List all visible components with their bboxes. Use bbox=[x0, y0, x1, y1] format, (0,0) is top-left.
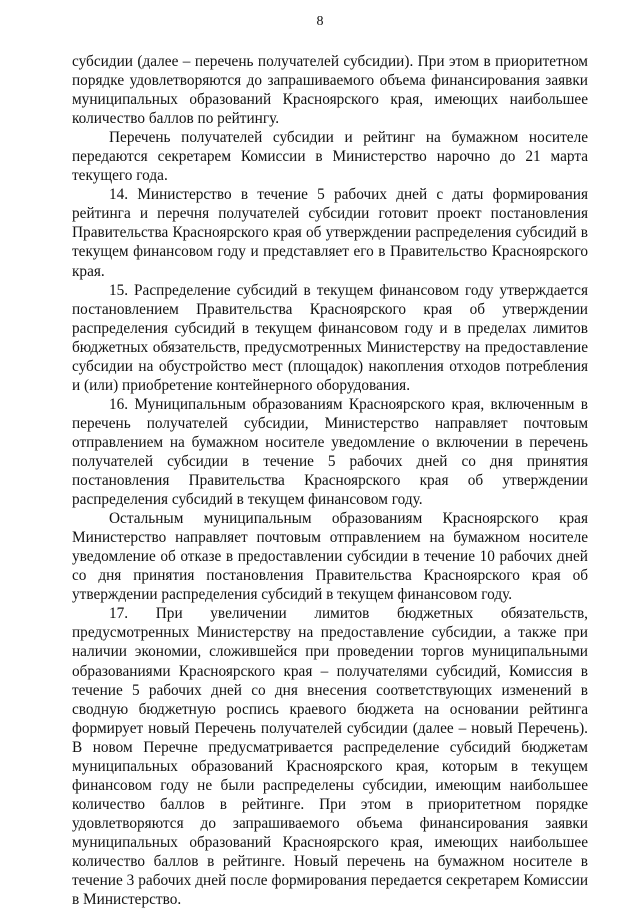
paragraph-clause-15: 15. Распределение субсидий в текущем финансовом году утверждается постановлением Правительства Красноярского края об утверждении распределения субсидий в текущем финансовом году и в пределах лимитов бюджетных обязательств, предусмотренных Министерству на предоставление субсидии на обустройство мест (площадок) накопления отходов потребления и (или) приобретение контейнерного оборудования. bbox=[72, 281, 588, 394]
page-number: 8 bbox=[316, 14, 324, 29]
paragraph-recipients-list: Перечень получателей субсидии и рейтинг на бумажном носителе передаются секретарем Комиссии в Министерство нарочно до 21 марта текущего года. bbox=[72, 129, 588, 185]
paragraph-continuation: субсидии (далее – перечень получателей субсидии). При этом в приоритетном порядке удовлетворяются до запрашиваемого объема финансирования заявки муниципальных образований Красноярского края, имеющих наибольшее количество баллов по рейтингу. bbox=[72, 53, 588, 128]
paragraph-clause-17: 17. При увеличении лимитов бюджетных обязательств, предусмотренных Министерству на предоставление субсидии, а также при наличии экономии, сложившейся при проведении торгов муниципальными образованиями Красноярского края – получателями субсидий, Комиссия в течение 5 рабочих дней со дня внесения соответствующих изменений в сводную бюджетную роспись краевого бюджета на основании рейтинга формирует новый Перечень получателей субсидии (далее – новый Перечень). В новом Перечне предусматривается распределение субсидий бюджетам муниципальных образований Красноярского края, которым в текущем финансовом году не были распределены субсидии, имеющим наибольшее количество баллов в рейтинге. При этом в приоритетном порядке удовлетворяются до запрашиваемого объема финансирования заявки муниципальных образований Красноярского края, имеющих наибольшее количество баллов в рейтинге. Новый перечень на бумажном носителе в течение 3 рабочих дней после формирования передается секретарем Комиссии в Министерство. bbox=[72, 605, 588, 909]
paragraph-clause-14: 14. Министерство в течение 5 рабочих дней с даты формирования рейтинга и перечня получателей субсидии готовит проект постановления Правительства Красноярского края об утверждении распределения субсидий в текущем финансовом году и представляет его в Правительство Красноярского края. bbox=[72, 186, 588, 280]
paragraph-remaining-municipalities: Остальным муниципальным образованиям Красноярского края Министерство направляет почтовым отправлением на бумажном носителе уведомление об отказе в предоставлении субсидии в течение 10 рабочих дней со дня принятия постановления Правительства Красноярского края об утверждении распределения субсидий в текущем финансовом году. bbox=[72, 510, 588, 604]
paragraph-clause-16: 16. Муниципальным образованиям Красноярского края, включенным в перечень получателей субсидии, Министерство направляет почтовым отправлением на бумажном носителе уведомление о включении в перечень получателей субсидии в течение 5 рабочих дней со дня принятия постановления Правительства Красноярского края об утверждении распределения субсидий в текущем финансовом году. bbox=[72, 395, 588, 509]
document-body bbox=[72, 52, 588, 909]
